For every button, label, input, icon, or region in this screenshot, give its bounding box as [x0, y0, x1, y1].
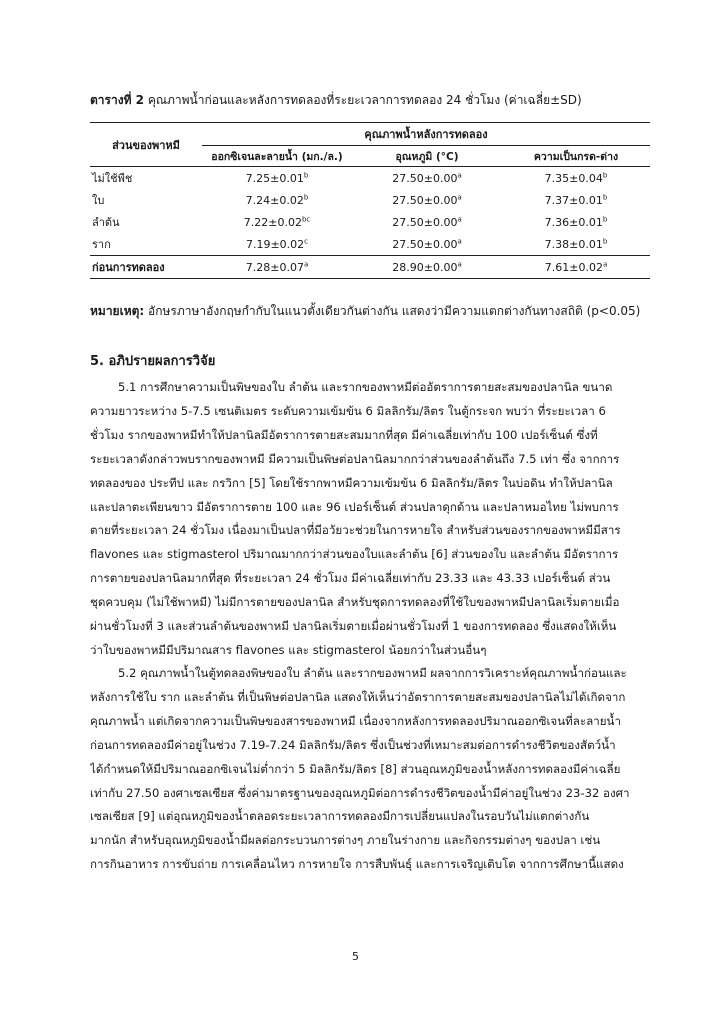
paragraph-line: ชุดควบคุม (ไม่ใช้พาหมี) ไม่มีการตายของปลานิล สำหรับชุดการทดลองที่ใช้ใบของพาหมีปลานิลเริ่มตายเมื่อ: [90, 595, 620, 610]
paragraph-line: คุณภาพน้ำ แต่เกิดจากความเป็นพิษของสารของพาหมี เนื่องจากหลังการทดลองปริมาณออกซิเจนที่ละลายน้ำ: [90, 713, 621, 728]
table-row: [90, 189, 650, 211]
row-label: ลำต้น: [92, 216, 120, 229]
paragraph-line: เท่ากับ 27.50 องศาเซลเซียส ซึ่งค่ามาตรฐานของอุณหภูมิต่อการดำรงชีวิตของน้ำมีค่าอยู่ในช่วง 23-32 องศา: [90, 785, 630, 800]
paragraph-line: 5.1 การศึกษาความเป็นพิษของใบ ลำต้น และรากของพาหมีต่ออัตราการตายสะสมของปลานิล ขนาด: [118, 380, 613, 394]
page-number: 5: [352, 950, 359, 963]
cell-ph: 7.35±0.04$^b$: [544, 170, 608, 185]
row-label: ราก: [92, 238, 111, 251]
paragraph-line: ตายที่ระยะเวลา 24 ชั่วโมง เนื่องมาเป็นปลาที่มีอวัยวะช่วยในการหายใจ สำหรับส่วนของรากของพาหมีมีสาร: [90, 523, 621, 538]
column-header-part: ส่วนของพาหมี: [90, 123, 202, 167]
cell-ph: 7.36±0.01$^b$: [544, 214, 608, 229]
paragraph-line: 5.2 คุณภาพน้ำในตู้ทดลองพิษของใบ ลำต้น และรากของพาหมี ผลจากการวิเคราะห์คุณภาพน้ำก่อนและ: [118, 666, 627, 680]
paragraph-line: เซลเซียส [9] แต่อุณหภูมิของน้ำตลอดระยะเวลาการทดลองมีการเปลี่ยนแปลงในรอบวันไม่แตกต่างกัน: [90, 809, 590, 824]
table-row: [90, 211, 650, 233]
row-label: ก่อนการทดลอง: [90, 256, 202, 279]
column-header-ph: ความเป็นกรด-ด่าง: [502, 146, 650, 167]
cell-ph: 7.38±0.01$^b$: [544, 236, 608, 251]
cell-dissolved-oxygen: 7.24±0.02$^b$: [245, 192, 309, 207]
row-label: ไม่ใช้พืช: [92, 172, 133, 185]
cell-temperature: 28.90±0.00$^a$: [352, 256, 502, 279]
paragraph-line: ได้กำหนดให้มีปริมาณออกซิเจนไม่ต่ำกว่า 5 มิลลิกรัม/ลิตร [8] ส่วนอุณหภูมิของน้ำหลังการทดลองมีค่าเฉลี่ย: [90, 761, 621, 776]
paragraph-line: ผ่านชั่วโมงที่ 3 และส่วนลำต้นของพาหมี ปลานิลเริ่มตายเมื่อผ่านชั่วโมงที่ 1 ของการทดลอง ซึ่งแสดงให้เห็น: [90, 619, 617, 634]
paragraph-line: ก่อนการทดลองมีค่าอยู่ในช่วง 7.19-7.24 มิลลิกรัม/ลิตร ซึ่งเป็นช่วงที่เหมาะสมต่อการดำรงชีวิตของสัตว์น้ำ: [90, 737, 616, 752]
paragraph-line: มากนัก สำหรับอุณหภูมิของน้ำมีผลต่อกระบวนการต่างๆ ภายในร่างกาย และกิจกรรมต่างๆ ของปลา เช่น: [90, 833, 601, 848]
cell-dissolved-oxygen: 7.28±0.07$^a$: [202, 256, 352, 279]
cell-dissolved-oxygen: 7.25±0.01$^b$: [245, 170, 309, 185]
section-heading: 5. อภิปรายผลการวิจัย: [90, 354, 216, 369]
note-label: หมายเหตุ:: [90, 304, 145, 318]
column-group-header: คุณภาพน้ำหลังการทดลอง: [202, 123, 650, 146]
paragraph-line: ชั่วโมง รากของพาหมีทำให้ปลานิลมีอัตราการตายสะสมมากที่สุด มีค่าเฉลี่ยเท่ากับ 100 เปอร์เซ็นต์ ซึ่งที่: [90, 427, 598, 442]
paragraph-line: การกินอาหาร การขับถ่าย การเคลื่อนไหว การหายใจ การสืบพันธุ์ และการเจริญเติบโต จากการศึกษานี้แสดง: [90, 857, 624, 872]
column-header-dissolved-oxygen: ออกซิเจนละลายน้ำ (มก./ล.): [202, 146, 352, 167]
table-caption-label: ตารางที่ 2: [90, 93, 145, 107]
paragraph-line: การตายของปลานิลมากที่สุด ที่ระยะเวลา 24 ชั่วโมง มีค่าเฉลี่ยเท่ากับ 23.33 และ 43.33 เปอร์เซ็นต์ ส่วน: [90, 571, 611, 586]
table-caption: [90, 92, 650, 108]
discussion-paragraph-5-2: [90, 662, 652, 877]
paragraph-line: ทดลองของ ประทีป และ กรวิกา [5] โดยใช้รากพาหมีความเข้มข้น 6 มิลลิกรัม/ลิตร ในบ่อดิน ทำให้ปลานิล: [90, 475, 613, 490]
cell-temperature: 27.50±0.00$^a$: [392, 170, 462, 185]
cell-ph: 7.37±0.01$^b$: [544, 192, 608, 207]
table-note: [90, 302, 650, 321]
discussion-paragraph-5-1: [90, 376, 652, 663]
table-caption-text: คุณภาพน้ำก่อนและหลังการทดลองที่ระยะเวลาการทดลอง 24 ชั่วโมง (ค่าเฉลี่ย±SD): [144, 93, 582, 107]
table-row: [90, 256, 650, 279]
cell-temperature: 27.50±0.00$^a$: [392, 214, 462, 229]
table-row: [90, 167, 650, 190]
cell-temperature: 27.50±0.00$^a$: [392, 192, 462, 207]
paragraph-line: ระยะเวลาดังกล่าวพบรากของพาหมี มีความเป็นพิษต่อปลานิลมากกว่าส่วนของลำต้นถึง 7.5 เท่า ซึ่ง จากการ: [90, 451, 620, 466]
paragraph-line: ความยาวระหว่าง 5-7.5 เซนติเมตร ระดับความเข้มข้น 6 มิลลิกรัม/ลิตร ในตู้กระจก พบว่า ที่ระยะเวลา 6: [90, 403, 606, 418]
water-quality-table: [90, 122, 650, 279]
paragraph-line: ว่าใบของพาหมีมีปริมาณสาร flavones และ stigmasterol น้อยกว่าในส่วนอื่นๆ: [90, 642, 487, 657]
paragraph-line: หลังการใช้ใบ ราก และลำต้น ที่เป็นพิษต่อปลานิล แสดงให้เห็นว่าอัตราการตายสะสมของปลานิลไม่ได้เกิดจาก: [90, 689, 626, 704]
cell-dissolved-oxygen: 7.19±0.02$^c$: [245, 236, 309, 251]
cell-ph: 7.61±0.02$^a$: [502, 256, 650, 279]
cell-dissolved-oxygen: 7.22±0.02$^{bc}$: [243, 214, 311, 229]
column-header-temperature: อุณหภูมิ (°C): [352, 146, 502, 167]
paragraph-line: flavones และ stigmasterol ปริมาณมากกว่าส่วนของใบและลำต้น [6] ส่วนของใบ และลำต้น มีอัตราการ: [90, 547, 619, 562]
paragraph-line: และปลาตะเพียนขาว มีอัตราการตาย 100 และ 96 เปอร์เซ็นต์ ส่วนปลาดุกด้าน และปลาหมอไทย ไม่พบการ: [90, 499, 619, 514]
row-label: ใบ: [92, 194, 105, 207]
cell-temperature: 27.50±0.00$^a$: [392, 236, 462, 251]
table-row: [90, 233, 650, 256]
note-text: อักษรภาษาอังกฤษกำกับในแนวตั้งเดียวกันต่างกัน แสดงว่ามีความแตกต่างกันทางสถิติ (p<0.05): [144, 304, 641, 318]
